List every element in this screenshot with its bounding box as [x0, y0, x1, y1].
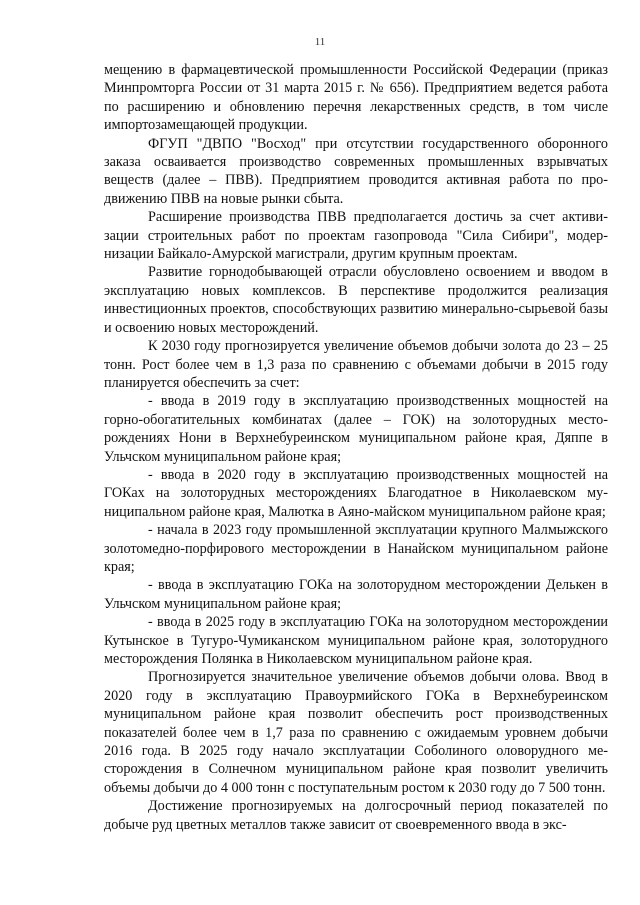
paragraph: Развитие горнодобывающей отрасли обусловлено освоением и вводом в эксплуатацию новых комплексов. В перспективе продолжится реализация инвестиционных проектов, способствующих развитию минерально-сырьевой базы и освоению новых месторождений. [104, 264, 608, 336]
paragraph: Расширение производства ПВВ предполагается достичь за счет активизации строительных работ по проектам газопровода "Сила Сибири", модернизации Байкало-Амурской магистрали, другим крупным проектам. [104, 209, 608, 263]
paragraph: Достижение прогнозируемых на долгосрочный период показателей по добыче руд цветных металлов также зависит от своевременного ввода в экс- [104, 798, 608, 833]
paragraph: мещению в фармацевтической промышленности Российской Федерации (приказ Минпромторга России от 31 марта 2015 г. № 656). Предприятием ведется работа по расширению и обновлению перечня лекарственных средств, в том числе импортозамещающей продукции. [104, 62, 608, 134]
paragraph: ФГУП "ДВПО "Восход" при отсутствии государственного оборонного заказа осваивается производство современных промышленных взрывчатых веществ (далее – ПВВ). Предприятием проводится активная работа по продвижению ПВВ на новые рынки сбыта. [104, 135, 608, 207]
list-item: - ввода в 2020 году в эксплуатацию производственных мощностей на ГОКах на золоторудных месторождениях Благодатное в Николаевском муниципальном районе края, Малютка в Аяно-майском муниципальном районе края; [104, 466, 608, 520]
list-item: - ввода в 2025 году в эксплуатацию ГОКа на золоторудном месторождении Кутынское в Тугуро-Чумиканском муниципальном районе края, золоторудного месторождения Полянка в Николаевском муниципальном районе края. [104, 614, 608, 667]
paragraph: К 2030 году прогнозируется увеличение объемов добычи золота до 23 – 25 тонн. Рост более чем в 1,3 раза по сравнению с объемами добычи в 2015 году планируется обеспечить за счет: [104, 338, 608, 391]
body-text [104, 61, 608, 834]
list-item: - начала в 2023 году промышленной эксплуатации крупного Малмыжского золотомедно-порфирового месторождении в Нанайском муниципальном районе края; [104, 522, 608, 575]
page-number: 11 [314, 36, 326, 48]
list-item: - ввода в эксплуатацию ГОКа на золоторудном месторождении Делькен в Ульчском муниципальном районе края; [104, 577, 608, 612]
list-item: - ввода в 2019 году в эксплуатацию производственных мощностей на горно-обогатительных комбинатах (далее – ГОК) на золоторудных месторождениях Нони в Верхнебуреинском муниципальном районе края, Дяппе в Ульчском муниципальном районе края; [104, 393, 608, 465]
paragraph: Прогнозируется значительное увеличение объемов добычи олова. Ввод в 2020 году в эксплуатацию Правоурмийского ГОКа в Верхнебуреинском муниципальном районе края позволит обеспечить рост производственных показателей более чем в 1,7 раза по сравнению с ожидаемым уровнем добычи 2016 года. В 2025 году начало эксплуатации Соболиного оловорудного месторождения в Солнечном муниципальном районе края позволит увеличить объемы добычи до 4 000 тонн с поступательным ростом к 2030 году до 7 500 тонн. [104, 669, 608, 796]
